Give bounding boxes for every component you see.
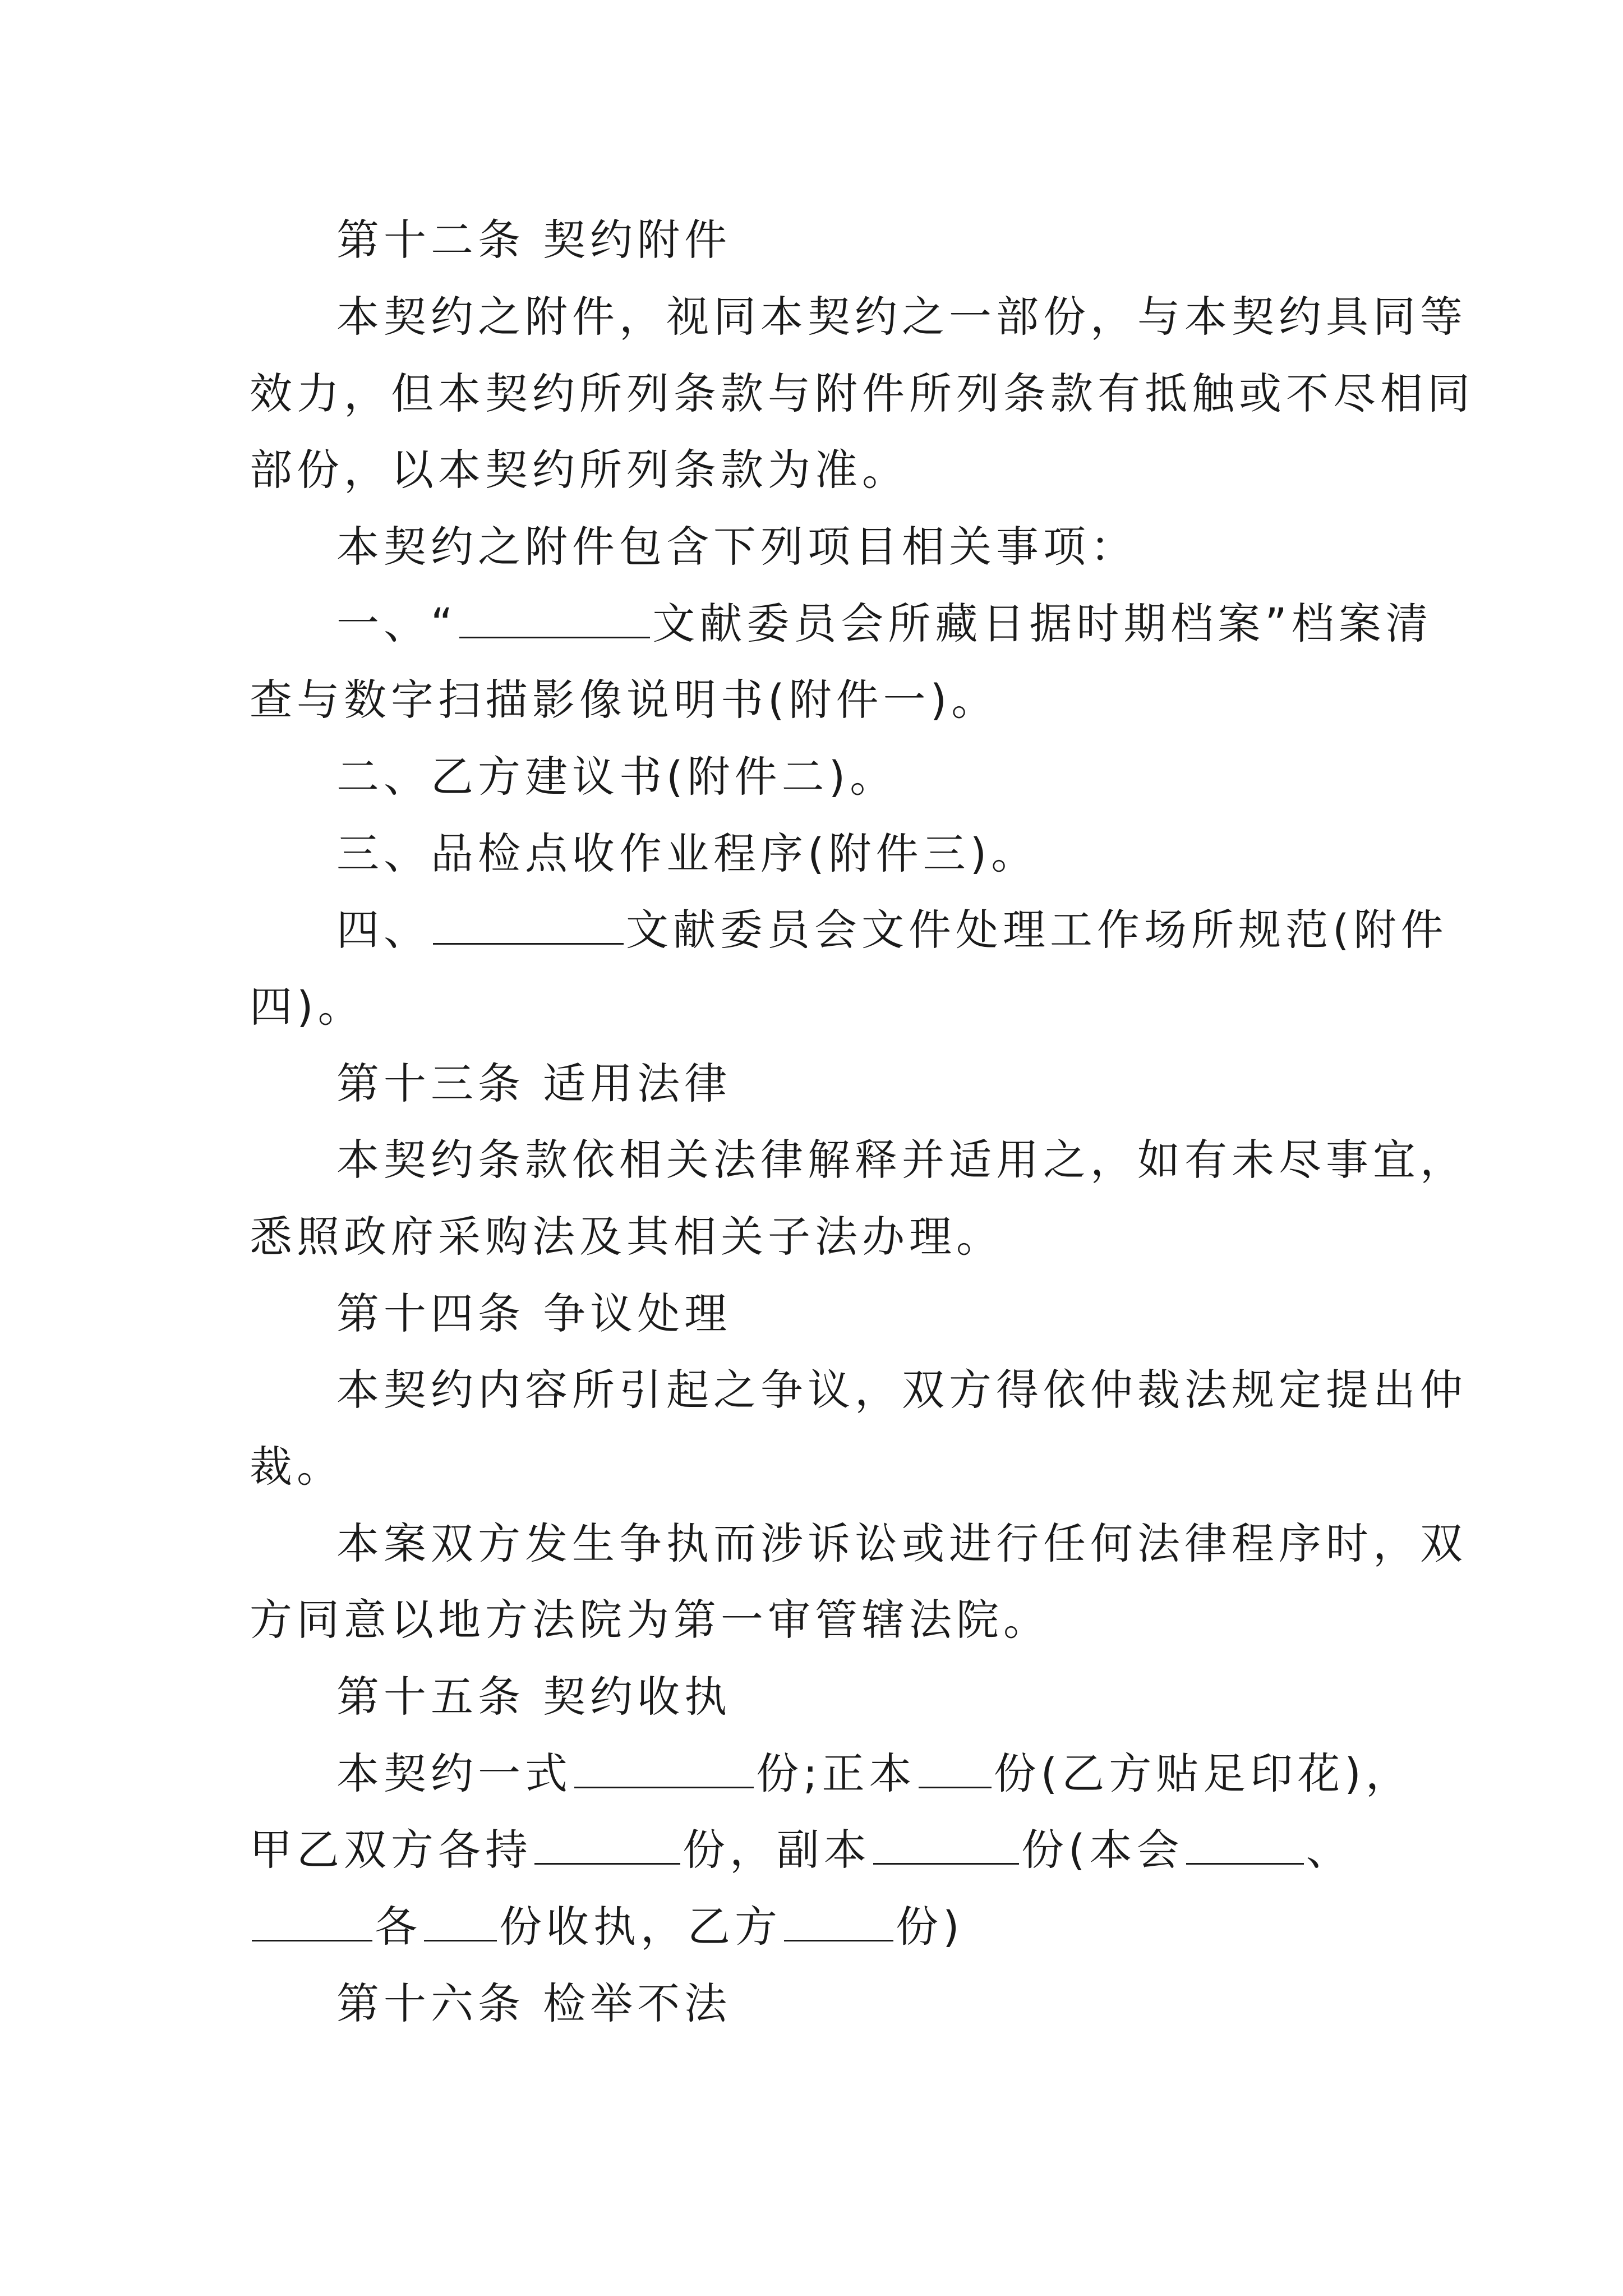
text-run: 一、“	[336, 599, 458, 648]
attachment-item-1	[336, 596, 1433, 652]
text-run: 本契约一式	[336, 1749, 572, 1798]
article-12-heading	[336, 212, 731, 268]
heading-text: 第十六条 检举不法	[336, 1978, 732, 2028]
text-run: 文献委员会文件处理工作场所规范(附件	[626, 905, 1448, 955]
paragraph-line	[250, 366, 1474, 422]
paragraph-line	[250, 1822, 1353, 1878]
paragraph-line	[336, 289, 1467, 345]
text-run: 份(本会	[1021, 1825, 1184, 1875]
paragraph-line	[250, 442, 909, 498]
fill-in-blank	[424, 1901, 497, 1941]
fill-in-blank	[1186, 1824, 1304, 1865]
text-run: 裁。	[250, 1442, 344, 1492]
text-run: 甲乙双方各持	[250, 1825, 532, 1875]
fill-in-blank	[919, 1747, 992, 1788]
text-run: 四、	[336, 905, 431, 955]
text-run: 二、乙方建议书(附件二)。	[336, 752, 897, 802]
fill-in-blank	[574, 1747, 754, 1788]
paragraph-line	[250, 1439, 344, 1495]
attachment-item-4	[336, 902, 1448, 958]
article-13-heading	[336, 1056, 731, 1112]
article-15-heading	[336, 1669, 731, 1725]
text-run: 三、品检点收作业程序(附件三)。	[336, 829, 1039, 878]
paragraph-line	[250, 979, 365, 1035]
text-run: 悉照政府采购法及其相关子法办理。	[250, 1212, 1003, 1262]
fill-in-blank	[784, 1901, 893, 1941]
paragraph-line	[336, 519, 1137, 575]
fill-in-blank	[873, 1824, 1019, 1865]
text-run: 部份，以本契约所列条款为准。	[250, 445, 909, 495]
text-run: 本契约内容所引起之争议，双方得依仲裁法规定提出仲	[336, 1365, 1467, 1415]
text-run: 份，副本	[683, 1825, 871, 1875]
fill-in-blank	[459, 597, 650, 638]
heading-text: 第十四条 争议处理	[336, 1289, 732, 1338]
article-14-heading	[336, 1286, 731, 1342]
text-run: 份;正本	[756, 1749, 916, 1798]
heading-text: 第十二条 契约附件	[336, 215, 732, 265]
text-run: 份(乙方贴足印花)，	[993, 1749, 1413, 1798]
paragraph-line	[250, 1592, 1050, 1648]
fill-in-blank	[433, 904, 624, 945]
text-run: 文献委员会所藏日据时期档案”档案清	[652, 599, 1433, 648]
paragraph-line	[336, 1132, 1467, 1188]
text-run: 本契约之附件，视同本契约之一部份，与本契约具同等	[336, 292, 1467, 342]
paragraph-line	[250, 1209, 1003, 1265]
text-run: 四)。	[250, 982, 365, 1032]
paragraph-line	[336, 1362, 1467, 1418]
attachment-item-2	[336, 749, 897, 805]
fill-in-blank	[252, 1901, 372, 1941]
text-run: 份)	[896, 1902, 964, 1952]
fill-in-blank	[534, 1824, 680, 1865]
heading-text: 第十三条 适用法律	[336, 1059, 732, 1108]
text-run: 各	[375, 1902, 422, 1952]
attachment-item-3	[336, 826, 1038, 882]
text-run: 本案双方发生争执而涉诉讼或进行任何法律程序时，双	[336, 1519, 1467, 1568]
text-run: 方同意以地方法院为第一审管辖法院。	[250, 1595, 1050, 1645]
paragraph-line	[336, 1746, 1413, 1802]
paragraph-line	[250, 672, 998, 728]
text-run: 本契约之附件包含下列项目相关事项：	[336, 522, 1137, 572]
text-run: 查与数字扫描影像说明书(附件一)。	[250, 675, 999, 725]
paragraph-line	[250, 1899, 964, 1955]
article-16-heading	[336, 1976, 731, 2032]
text-run: 效力，但本契约所列条款与附件所列条款有抵触或不尽相同	[250, 369, 1474, 418]
text-run: 份收执，乙方	[499, 1902, 782, 1952]
heading-text: 第十五条 契约收执	[336, 1672, 732, 1722]
text-run: 本契约条款依相关法律解释并适用之，如有未尽事宜，	[336, 1135, 1467, 1185]
text-run: 、	[1306, 1825, 1353, 1875]
paragraph-line	[336, 1516, 1467, 1572]
